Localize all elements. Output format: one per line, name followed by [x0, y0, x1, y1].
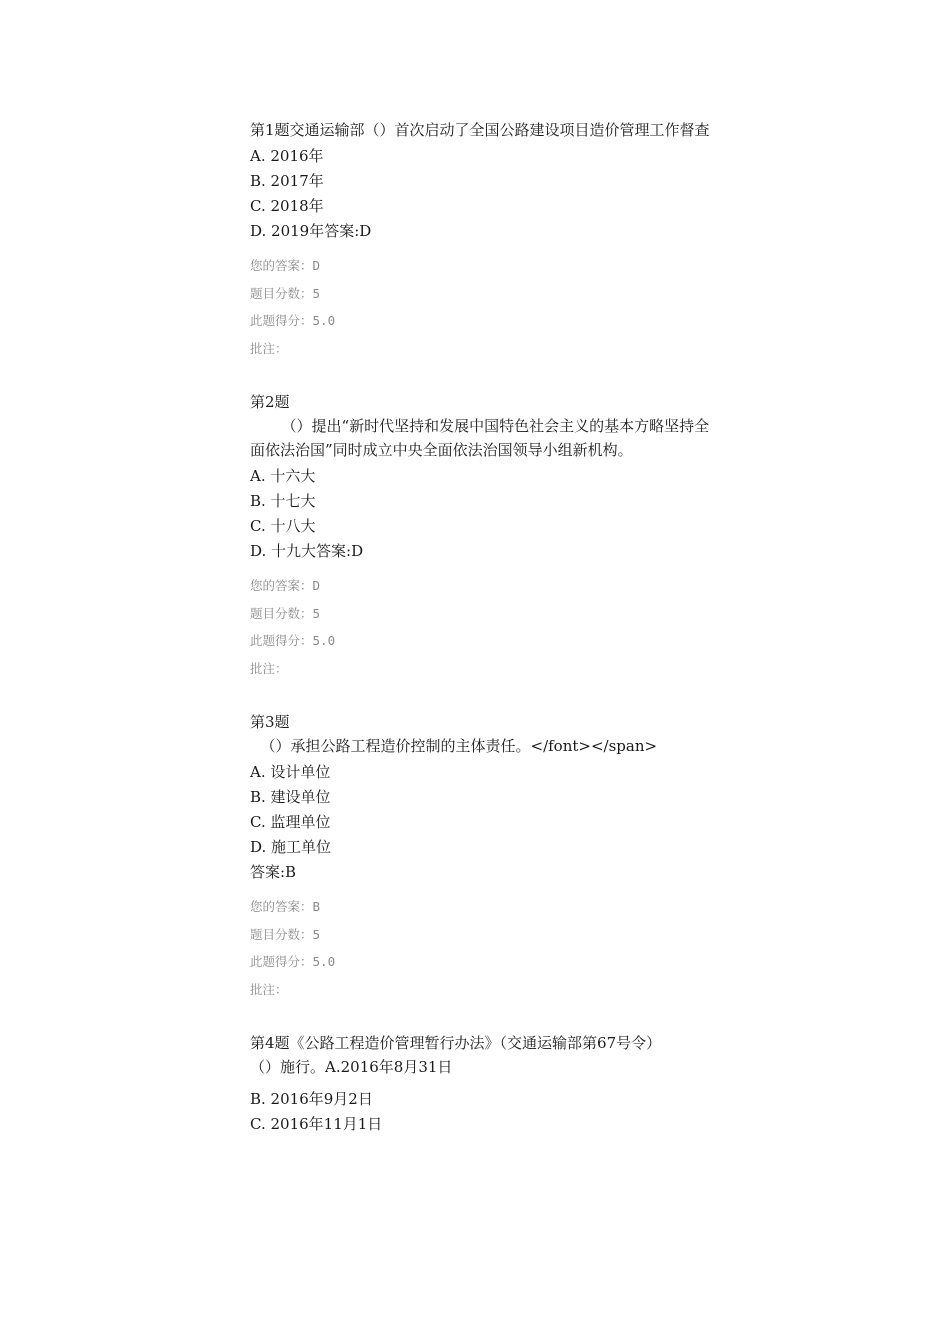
option-d: D. 2019年答案:D	[250, 222, 372, 240]
document-page	[250, 118, 710, 1159]
question-2	[250, 390, 710, 682]
option-b: B. 2017年	[250, 172, 324, 190]
result-meta	[250, 572, 710, 682]
earned-score: 此题得分：5.0	[250, 313, 336, 328]
question-3	[250, 710, 710, 1003]
option-c: C. 2016年11月1日	[250, 1115, 383, 1133]
question-title: 第1题交通运输部（）首次启动了全国公路建设项目造价管理工作督查	[250, 121, 710, 139]
question-body: （）承担公路工程造价控制的主体责任。</font></span>	[260, 737, 658, 755]
option-a: A. 设计单位	[250, 763, 331, 781]
question-body: （）施行。A.2016年8月31日	[250, 1058, 453, 1076]
question-title: 第3题	[250, 713, 290, 731]
option-c: C. 2018年	[250, 197, 324, 215]
option-list	[250, 144, 710, 244]
earned-score: 此题得分：5.0	[250, 954, 336, 969]
option-a: A. 2016年	[250, 147, 324, 165]
result-meta	[250, 893, 710, 1003]
option-b: B. 十七大	[250, 492, 316, 510]
question-body: （）提出“新时代坚持和发展中国特色社会主义的基本方略坚持全面依法治国”同时成立中央全面依法治国领导小组新机构。	[250, 417, 710, 459]
option-b: B. 2016年9月2日	[250, 1090, 373, 1108]
option-d: D. 施工单位	[250, 838, 332, 856]
option-a: A. 十六大	[250, 467, 316, 485]
result-meta	[250, 252, 710, 362]
your-answer: 您的答案：B	[250, 899, 321, 914]
question-1	[250, 118, 710, 362]
your-answer: 您的答案：D	[250, 258, 321, 273]
annotation: 批注：	[250, 981, 288, 997]
option-d: D. 十九大答案:D	[250, 542, 364, 560]
annotation: 批注：	[250, 340, 288, 356]
option-c: C. 十八大	[250, 517, 316, 535]
your-answer: 您的答案：D	[250, 578, 321, 593]
question-score: 题目分数：5	[250, 926, 321, 942]
annotation: 批注：	[250, 660, 288, 676]
question-title: 第4题《公路工程造价管理暂行办法》（交通运输部第67号令）	[250, 1034, 662, 1052]
question-4	[250, 1031, 710, 1137]
question-score: 题目分数：5	[250, 605, 321, 621]
option-b: B. 建设单位	[250, 788, 331, 806]
option-c: C. 监理单位	[250, 813, 331, 831]
earned-score: 此题得分：5.0	[250, 633, 336, 648]
option-list	[250, 760, 710, 860]
question-title: 第2题	[250, 393, 290, 411]
option-list	[250, 464, 710, 564]
answer-line: 答案:B	[250, 863, 297, 881]
question-score: 题目分数：5	[250, 285, 321, 301]
option-list	[250, 1087, 710, 1137]
